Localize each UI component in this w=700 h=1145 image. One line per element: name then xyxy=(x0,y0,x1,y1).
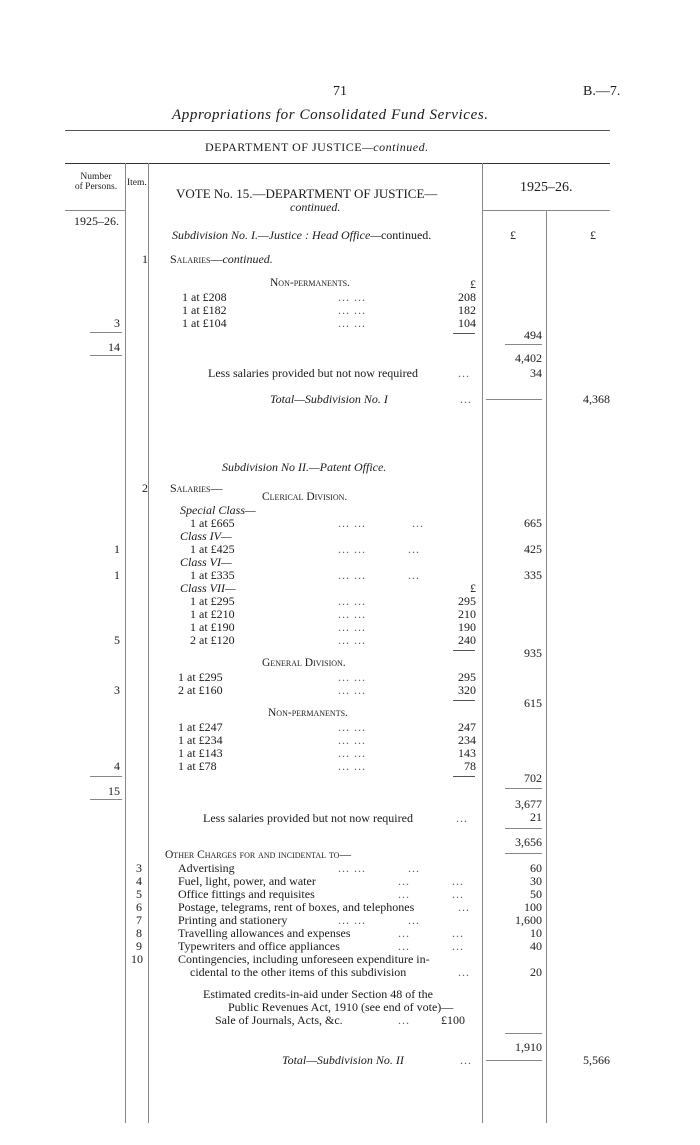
pound-sign: £ xyxy=(470,581,476,595)
persons-sum-rule xyxy=(90,776,122,777)
non-permanents-total: 702 xyxy=(524,771,542,785)
year-column-header: 1925–26. xyxy=(520,180,573,195)
general-division-total: 615 xyxy=(524,696,542,710)
salary-row-value: 247 xyxy=(458,720,476,734)
leader-dots: ... ... xyxy=(338,759,366,773)
salary-row-label: 1 at £665 xyxy=(190,516,235,530)
class-heading: Special Class— xyxy=(180,503,256,517)
salary-row-label: 1 at £104 xyxy=(182,316,227,330)
less-value: 21 xyxy=(530,810,542,824)
salaries-heading: Salaries—continued. xyxy=(170,252,273,266)
leader-dots: ... ... xyxy=(338,683,366,697)
salary-row-value: 234 xyxy=(458,733,476,747)
amount-column-divider xyxy=(482,163,483,1123)
charge-value: 60 xyxy=(530,861,542,875)
salaries-heading: Salaries— xyxy=(170,481,223,495)
salary-row-value: 208 xyxy=(458,290,476,304)
salary-row-label: 1 at £78 xyxy=(178,759,217,773)
document-code: B.—7. xyxy=(583,84,621,99)
year-header-rule xyxy=(482,210,610,211)
salary-row-value: 143 xyxy=(458,746,476,760)
sum-rule xyxy=(505,828,542,829)
persons-count: 4 xyxy=(114,759,120,773)
salary-row-label: 1 at £425 xyxy=(190,542,235,556)
salary-row-value: 295 xyxy=(458,594,476,608)
charge-value: 20 xyxy=(530,965,542,979)
leader-dots: ... ... xyxy=(338,607,366,621)
persons-total: 14 xyxy=(108,340,120,354)
leader-dots: ... xyxy=(458,965,470,979)
salary-row-label: 2 at £120 xyxy=(190,633,235,647)
salary-row-value: 78 xyxy=(464,759,476,773)
credits-in-aid-line: Sale of Journals, Acts, &c. xyxy=(215,1013,343,1027)
salary-row-label: 1 at £208 xyxy=(182,290,227,304)
leader-dots: ... ... xyxy=(338,316,366,330)
item-number: 6 xyxy=(136,900,142,914)
persons-total-rule xyxy=(90,355,122,356)
leader-dots: ... ... xyxy=(338,594,366,608)
item-number: 3 xyxy=(136,861,142,875)
general-division-heading: General Division. xyxy=(262,657,346,669)
leader-dots: ... ... xyxy=(338,620,366,634)
salary-row-label: 1 at £190 xyxy=(190,620,235,634)
salary-row-value: 182 xyxy=(458,303,476,317)
salary-row-label: 2 at £160 xyxy=(178,683,223,697)
charge-value: 100 xyxy=(524,900,542,914)
class-heading: Class VI— xyxy=(180,555,232,569)
leader-dots: ... xyxy=(458,900,470,914)
pound-sign: £ xyxy=(590,228,596,242)
pound-sign: £ xyxy=(510,228,516,242)
total-rule xyxy=(486,1060,542,1061)
leader-dots: ... ... ... xyxy=(338,542,420,556)
salary-row-label: 1 at £210 xyxy=(190,607,235,621)
pound-sign: £ xyxy=(470,277,476,291)
salary-row-label: 1 at £143 xyxy=(178,746,223,760)
total-rule xyxy=(486,399,542,400)
item-number: 10 xyxy=(131,952,143,966)
sum-rule xyxy=(505,1033,542,1034)
less-salaries-label: Less salaries provided but not now required xyxy=(203,811,413,825)
leader-dots: ... ... xyxy=(398,887,464,901)
class-heading: Class IV— xyxy=(180,529,232,543)
item-number: 8 xyxy=(136,926,142,940)
item-column-divider xyxy=(148,163,149,1123)
charge-label: Postage, telegrams, rent of boxes, and telephones xyxy=(178,900,415,914)
page-title: Appropriations for Consolidated Fund Services. xyxy=(172,107,489,123)
subtotal-value: 494 xyxy=(524,328,542,342)
charge-label: Printing and stationery xyxy=(178,913,288,927)
item-number: 9 xyxy=(136,939,142,953)
salary-row-label: 1 at £182 xyxy=(182,303,227,317)
other-charges-heading: Other Charges for and incidental to— xyxy=(165,849,351,861)
salary-row-label: 1 at £247 xyxy=(178,720,223,734)
persons-count: 3 xyxy=(114,316,120,330)
salary-row-label: 1 at £335 xyxy=(190,568,235,582)
charge-label: Office fittings and requisites xyxy=(178,887,315,901)
non-permanents-heading: Non-permanents. xyxy=(270,277,350,289)
persons-sum-rule xyxy=(90,332,122,333)
charge-label: Contingencies, including unforeseen expenditure in- xyxy=(178,952,430,966)
leader-dots: ... xyxy=(456,811,468,825)
department-title: DEPARTMENT OF JUSTICE—continued. xyxy=(205,140,429,154)
salary-row-label: 1 at £295 xyxy=(190,594,235,608)
subdivision-2-title: Subdivision No II.—Patent Office. xyxy=(222,460,387,474)
charge-label: Travelling allowances and expenses xyxy=(178,926,351,940)
clerical-division-heading: Clerical Division. xyxy=(262,491,348,503)
persons-total: 15 xyxy=(108,784,120,798)
gross-value: 4,402 xyxy=(515,351,542,365)
class-heading: Class VII— xyxy=(180,581,236,595)
charge-value: 50 xyxy=(530,887,542,901)
leader-dots: ... ... xyxy=(338,733,366,747)
persons-column-divider xyxy=(125,163,126,1123)
charge-label-continued: cidental to the other items of this subdivision xyxy=(190,965,407,979)
total-subdivision-1-label: Total—Subdivision No. I xyxy=(270,392,388,406)
salary-row-value: 240 xyxy=(458,633,476,647)
class-value: 335 xyxy=(524,568,542,582)
charge-label: Advertising xyxy=(178,861,235,875)
leader-dots: ... ... xyxy=(398,874,464,888)
total-subdivision-2-value: 5,566 xyxy=(583,1053,610,1067)
leader-dots: ... ... xyxy=(338,303,366,317)
persons-count: 5 xyxy=(114,633,120,647)
leader-dots: ... xyxy=(460,392,472,406)
persons-total-rule xyxy=(90,799,122,800)
leader-dots: ... xyxy=(458,366,470,380)
item-number: 4 xyxy=(136,874,142,888)
credits-in-aid-value: £100 xyxy=(441,1013,465,1027)
charge-label: Fuel, light, power, and water xyxy=(178,874,316,888)
salary-row-value: 190 xyxy=(458,620,476,634)
page-number: 71 xyxy=(333,84,347,99)
leader-dots: ... xyxy=(398,1013,410,1027)
leader-dots: ... ... ... xyxy=(338,516,424,530)
vote-title-continued: continued. xyxy=(290,200,341,214)
class-vii-total: 935 xyxy=(524,646,542,660)
charge-value: 1,600 xyxy=(515,913,542,927)
credits-in-aid-line: Public Revenues Act, 1910 (see end of vote)— xyxy=(228,1000,454,1014)
sum-rule xyxy=(453,333,475,334)
leader-dots: ... ... ... xyxy=(338,861,420,875)
item-number: 7 xyxy=(136,913,142,927)
subdivision-1-title: Subdivision No. I.—Justice : Head Office—continued. xyxy=(172,228,432,242)
charge-value: 10 xyxy=(530,926,542,940)
persons-count: 1 xyxy=(114,542,120,556)
leader-dots: ... ... xyxy=(338,720,366,734)
salary-row-label: 1 at £295 xyxy=(178,670,223,684)
sum-rule xyxy=(505,853,542,854)
leader-dots: ... ... xyxy=(398,926,464,940)
leader-dots: ... ... ... xyxy=(338,913,420,927)
sum-rule xyxy=(453,776,475,777)
number-of-persons-header: Number of Persons. xyxy=(74,172,118,192)
net-salaries-value: 3,656 xyxy=(515,835,542,849)
persons-header-rule xyxy=(65,210,125,211)
total-subdivision-2-label: Total—Subdivision No. II xyxy=(282,1053,404,1067)
total-column-divider xyxy=(546,210,547,1123)
less-salaries-label: Less salaries provided but not now required xyxy=(208,366,418,380)
class-value: 665 xyxy=(524,516,542,530)
leader-dots: ... ... xyxy=(338,746,366,760)
sum-rule xyxy=(453,700,475,701)
vote-title: VOTE No. 15.—DEPARTMENT OF JUSTICE— xyxy=(176,186,438,201)
class-value: 425 xyxy=(524,542,542,556)
credits-in-aid-line: Estimated credits-in-aid under Section 48 of the xyxy=(203,987,433,1001)
persons-count: 1 xyxy=(114,568,120,582)
table-top-rule xyxy=(65,163,610,164)
sum-rule xyxy=(505,788,542,789)
header-rule xyxy=(65,130,610,131)
other-charges-total: 1,910 xyxy=(515,1040,542,1054)
less-value: 34 xyxy=(530,366,542,380)
gross-value: 3,677 xyxy=(515,797,542,811)
sum-rule xyxy=(453,650,475,651)
leader-dots: ... ... xyxy=(338,670,366,684)
leader-dots: ... ... ... xyxy=(338,568,420,582)
leader-dots: ... ... xyxy=(398,939,464,953)
leader-dots: ... ... xyxy=(338,633,366,647)
salary-row-value: 104 xyxy=(458,316,476,330)
salary-row-value: 320 xyxy=(458,683,476,697)
charge-value: 40 xyxy=(530,939,542,953)
item-number: 2 xyxy=(142,481,148,495)
item-number: 5 xyxy=(136,887,142,901)
salary-row-value: 295 xyxy=(458,670,476,684)
persons-count: 3 xyxy=(114,683,120,697)
charge-label: Typewriters and office appliances xyxy=(178,939,340,953)
item-number: 1 xyxy=(142,252,148,266)
leader-dots: ... xyxy=(460,1053,472,1067)
salary-row-value: 210 xyxy=(458,607,476,621)
sum-rule xyxy=(505,344,542,345)
salary-row-label: 1 at £234 xyxy=(178,733,223,747)
persons-year-header: 1925–26. xyxy=(74,214,119,228)
item-header: Item. xyxy=(127,178,147,188)
charge-value: 30 xyxy=(530,874,542,888)
total-subdivision-1-value: 4,368 xyxy=(583,392,610,406)
leader-dots: ... ... xyxy=(338,290,366,304)
non-permanents-heading: Non-permanents. xyxy=(268,707,348,719)
